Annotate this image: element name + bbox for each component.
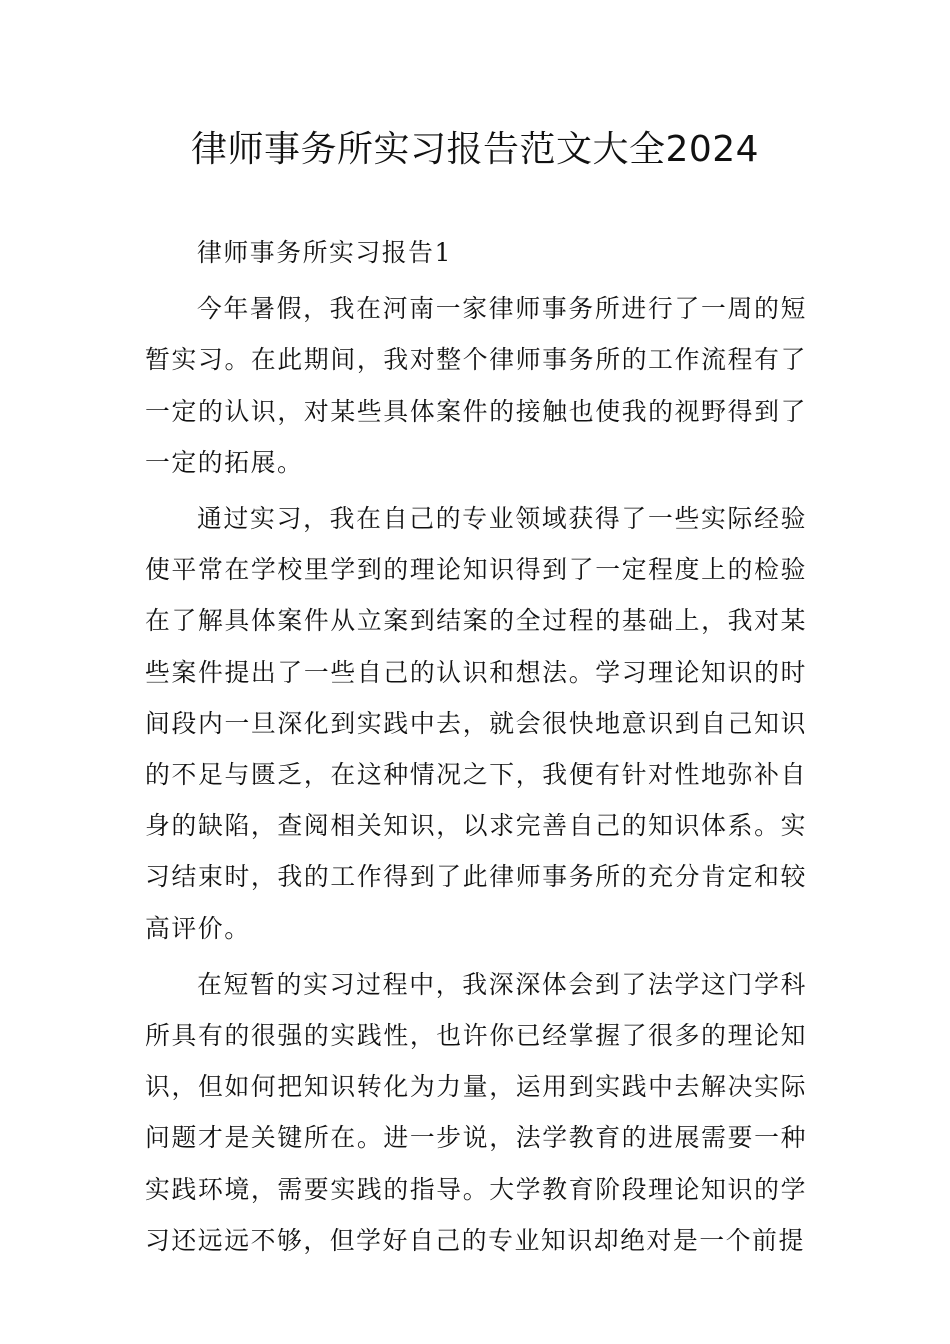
paragraph-2: 通过实习，我在自己的专业领域获得了一些实际经验使平常在学校里学到的理论知识得到了一定程度上的检验在了解具体案件从立案到结案的全过程的基础上，我对某些案件提出了一些自己的认识和想法。学习理论知识的时间段内一旦深化到实践中去，就会很快地意识到自己知识的不足与匮乏，在这种情况之下，我便有针对性地弥补自身的缺陷，查阅相关知识，以求完善自己的知识体系。实习结束时，我的工作得到了此律师事务所的充分肯定和较高评价。 bbox=[145, 504, 807, 943]
section-heading: 律师事务所实习报告1 bbox=[197, 238, 452, 267]
paragraph-3: 在短暂的实习过程中，我深深体会到了法学这门学科所具有的很强的实践性，也许你已经掌握了很多的理论知识，但如何把知识转化为力量，运用到实践中去解决实际问题才是关键所在。进一步说，法学教育的进展需要一种实践环境，需要实践的指导。大学教育阶段理论知识的学习还远远不够，但学好自己的专业知识却绝对是一个前提 bbox=[145, 969, 807, 1255]
paragraph-1: 今年暑假，我在河南一家律师事务所进行了一周的短暂实习。在此期间，我对整个律师事务所的工作流程有了一定的认识，对某些具体案件的接触也使我的视野得到了一定的拓展。 bbox=[145, 294, 807, 477]
document-body bbox=[145, 227, 807, 1266]
document-title: 律师事务所实习报告范文大全2024 bbox=[190, 129, 760, 170]
